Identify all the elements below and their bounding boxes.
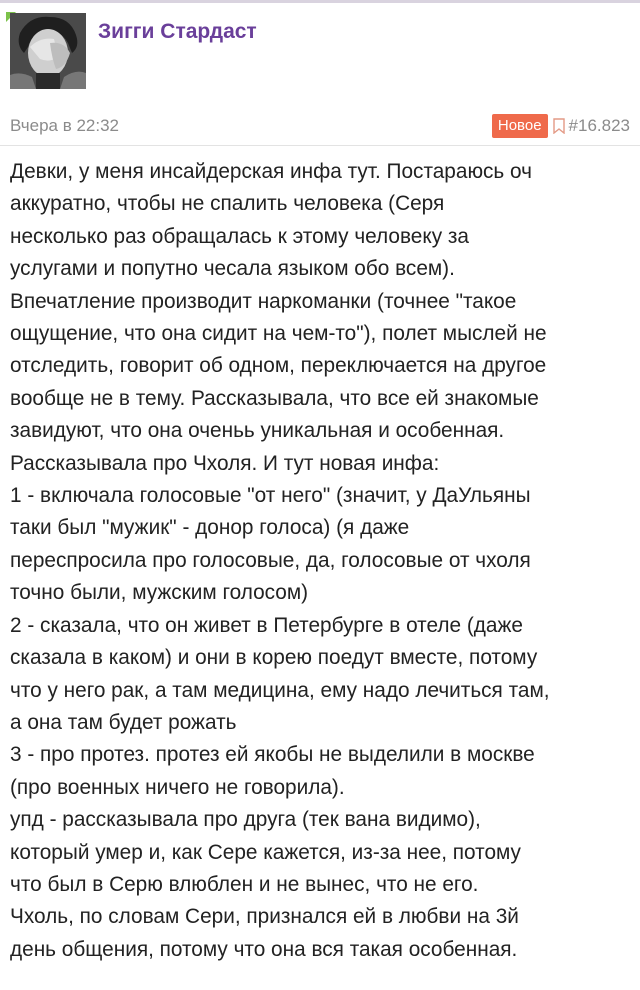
- post-text-line: что был в Серю влюблен и не вынес, что не его.: [10, 872, 479, 896]
- post-text-line: услугами и попутно чесала языком обо всем).: [10, 257, 455, 281]
- post-text-line: Впечатление производит наркоманки (точнее "такое: [10, 289, 517, 313]
- post-text-line: 1 - включала голосовые "от него" (значит, у ДаУльяны: [10, 484, 531, 508]
- post-text-line: ощущение, что она сидит на чем-то"), полет мыслей не: [10, 322, 547, 346]
- post-text-line: сказала в каком) и они в корею поедут вместе, потому: [10, 646, 538, 670]
- new-badge: Новое: [492, 114, 548, 138]
- post-text-line: аккуратно, чтобы не спалить человека (Серя: [10, 192, 445, 216]
- post-text-line: упд - рассказывала про друга (тек вана видимо),: [10, 808, 481, 832]
- post-text-line: а она там будет рожать: [10, 710, 237, 734]
- post-text-line: который умер и, как Сере кажется, из-за нее, потому: [10, 840, 521, 864]
- post-text-line: Рассказывала про Чхоля. И тут новая инфа:: [10, 451, 440, 475]
- post-text-line: (про военных ничего не говорила).: [10, 775, 345, 799]
- post-text-line: несколько раз обращалась к этому человеку за: [10, 224, 469, 248]
- post-text-line: Чхоль, по словам Сери, признался ей в любви на 3й: [10, 905, 519, 929]
- post-text-line: 3 - про протез. протез ей якобы не выделили в москве: [10, 743, 535, 767]
- avatar-photo-icon: [10, 13, 86, 89]
- post-header: [0, 0, 640, 145]
- post-body: [10, 156, 632, 966]
- post-text-line: 2 - сказала, что он живет в Петербурге в отеле (даже: [10, 613, 523, 637]
- post-text-line: завидуют, что она оченьь уникальная и особенная.: [10, 419, 505, 443]
- post-text-line: Девки, у меня инсайдерская инфа тут. Постараюсь оч: [10, 160, 532, 183]
- post-text-line: таки был "мужик" - донор голоса) (я даже: [10, 516, 410, 540]
- post-text-line: день общения, потому что она вся такая особенная.: [10, 937, 518, 961]
- post-text-line: что у него рак, а там медицина, ему надо лечиться там,: [10, 678, 550, 702]
- avatar[interactable]: [10, 13, 86, 89]
- post-text-line: точно были, мужским голосом): [10, 581, 309, 605]
- header-divider: [0, 145, 640, 146]
- post-text-line: переспросила про голосовые, да, голосовые от чхоля: [10, 548, 531, 572]
- post-text-line: вообще не в тему. Рассказывала, что все ей знакомые: [10, 386, 539, 410]
- post-date: Вчера в 22:32: [10, 116, 120, 135]
- post-meta-right: [492, 113, 630, 139]
- bookmark-icon[interactable]: [553, 118, 565, 134]
- author-name[interactable]: Зигги Стардаст: [98, 20, 257, 43]
- post-meta: [10, 113, 630, 139]
- post-text-line: отследить, говорит об одном, переключается на другое: [10, 354, 547, 378]
- post-number[interactable]: #16.823: [568, 116, 630, 135]
